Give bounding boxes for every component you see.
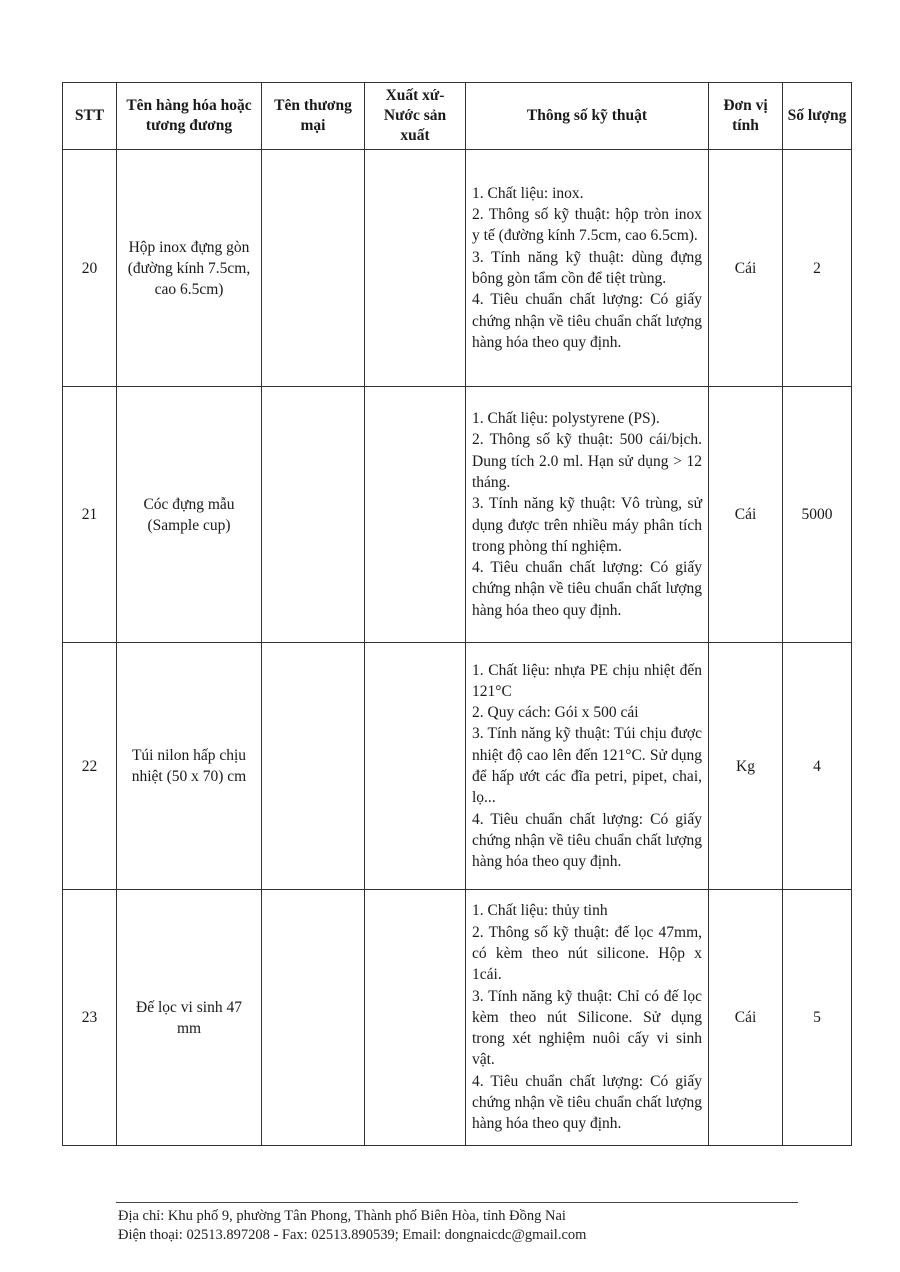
footer-divider (116, 1202, 798, 1203)
spec-line: 3. Tính năng kỹ thuật: dùng đựng bông gòn tẩm cồn để tiệt trùng. (472, 248, 702, 287)
header-trade-name: Tên thương mại (262, 83, 365, 150)
spec-line: 3. Tính năng kỹ thuật: Chỉ có đế lọc kèm theo nút Silicone. Sử dụng trong xét nghiệm nuôi cấy vi sinh vật. (472, 987, 702, 1069)
spec-line: 3. Tính năng kỹ thuật: Túi chịu được nhiệt độ cao lên đến 121°C. Sử dụng để hấp ướt các đĩa petri, pipet, chai, lọ... (472, 725, 702, 807)
row-stt: 20 (63, 150, 117, 387)
footer-contact: Điện thoại: 02513.897208 - Fax: 02513.890539; Email: dongnaicdc@gmail.com (118, 1227, 587, 1243)
row-unit: Cái (709, 387, 783, 643)
row-specs (466, 150, 709, 387)
table-row (63, 387, 852, 643)
spec-line: 4. Tiêu chuẩn chất lượng: Có giấy chứng nhận về tiêu chuẩn chất lượng hàng hóa theo quy định. (472, 810, 702, 871)
row-stt: 22 (63, 643, 117, 890)
row-stt: 23 (63, 890, 117, 1146)
spec-line: 3. Tính năng kỹ thuật: Vô trùng, sử dụng được trên nhiều máy phân tích trong phòng thí nghiệm. (472, 495, 702, 555)
row-origin (365, 890, 466, 1146)
row-trade-name (262, 890, 365, 1146)
row-quantity: 2 (783, 150, 852, 387)
row-item-name: Đế lọc vi sinh 47 mm (117, 890, 262, 1146)
row-specs (466, 387, 709, 643)
row-item-name: Túi nilon hấp chịu nhiệt (50 x 70) cm (117, 643, 262, 890)
spec-line: 4. Tiêu chuẩn chất lượng: Có giấy chứng nhận về tiêu chuẩn chất lượng hàng hóa theo quy định. (472, 1072, 702, 1133)
header-specs: Thông số kỹ thuật (466, 83, 709, 150)
spec-line: 2. Thông số kỹ thuật: đế lọc 47mm, có kèm theo nút silicone. Hộp x 1cái. (472, 923, 702, 984)
row-trade-name (262, 387, 365, 643)
row-item-name: Cóc đựng mẫu (Sample cup) (117, 387, 262, 643)
spec-line: 2. Thông số kỹ thuật: hộp tròn inox y tế (đường kính 7.5cm, cao 6.5cm). (472, 206, 702, 245)
row-specs (466, 643, 709, 890)
table-row (63, 890, 852, 1146)
row-trade-name (262, 150, 365, 387)
row-quantity: 4 (783, 643, 852, 890)
spec-line: 1. Chất liệu: inox. (472, 184, 584, 202)
header-unit: Đơn vị tính (709, 83, 783, 150)
spec-line: 1. Chất liệu: thủy tinh (472, 902, 608, 920)
page-footer (118, 1207, 586, 1245)
row-item-name: Hộp inox đựng gòn (đường kính 7.5cm, cao 6.5cm) (117, 150, 262, 387)
row-stt: 21 (63, 387, 117, 643)
specification-table (62, 82, 852, 1146)
row-trade-name (262, 643, 365, 890)
row-origin (365, 150, 466, 387)
footer-address: Địa chỉ: Khu phố 9, phường Tân Phong, Thành phố Biên Hòa, tỉnh Đồng Nai (118, 1208, 566, 1224)
table-row (63, 150, 852, 387)
header-stt: STT (63, 83, 117, 150)
row-quantity: 5000 (783, 387, 852, 643)
header-quantity: Số lượng (783, 83, 852, 150)
row-unit: Kg (709, 643, 783, 890)
row-origin (365, 643, 466, 890)
spec-line: 2. Thông số kỹ thuật: 500 cái/bịch. Dung tích 2.0 ml. Hạn sử dụng > 12 tháng. (472, 431, 702, 491)
header-item-name: Tên hàng hóa hoặc tương đương (117, 83, 262, 150)
spec-line: 4. Tiêu chuẩn chất lượng: Có giấy chứng nhận về tiêu chuẩn chất lượng hàng hóa theo quy định. (472, 291, 702, 351)
spec-line: 1. Chất liệu: polystyrene (PS). (472, 410, 660, 428)
spec-line: 2. Quy cách: Gói x 500 cái (472, 704, 639, 722)
row-specs (466, 890, 709, 1146)
header-row (63, 83, 852, 150)
row-quantity: 5 (783, 890, 852, 1146)
spec-line: 1. Chất liệu: nhựa PE chịu nhiệt đến 121°C (472, 661, 702, 700)
spec-line: 4. Tiêu chuẩn chất lượng: Có giấy chứng nhận về tiêu chuẩn chất lượng hàng hóa theo quy định. (472, 559, 702, 619)
row-unit: Cái (709, 890, 783, 1146)
table-row (63, 643, 852, 890)
row-unit: Cái (709, 150, 783, 387)
row-origin (365, 387, 466, 643)
header-origin: Xuất xứ- Nước sản xuất (365, 83, 466, 150)
